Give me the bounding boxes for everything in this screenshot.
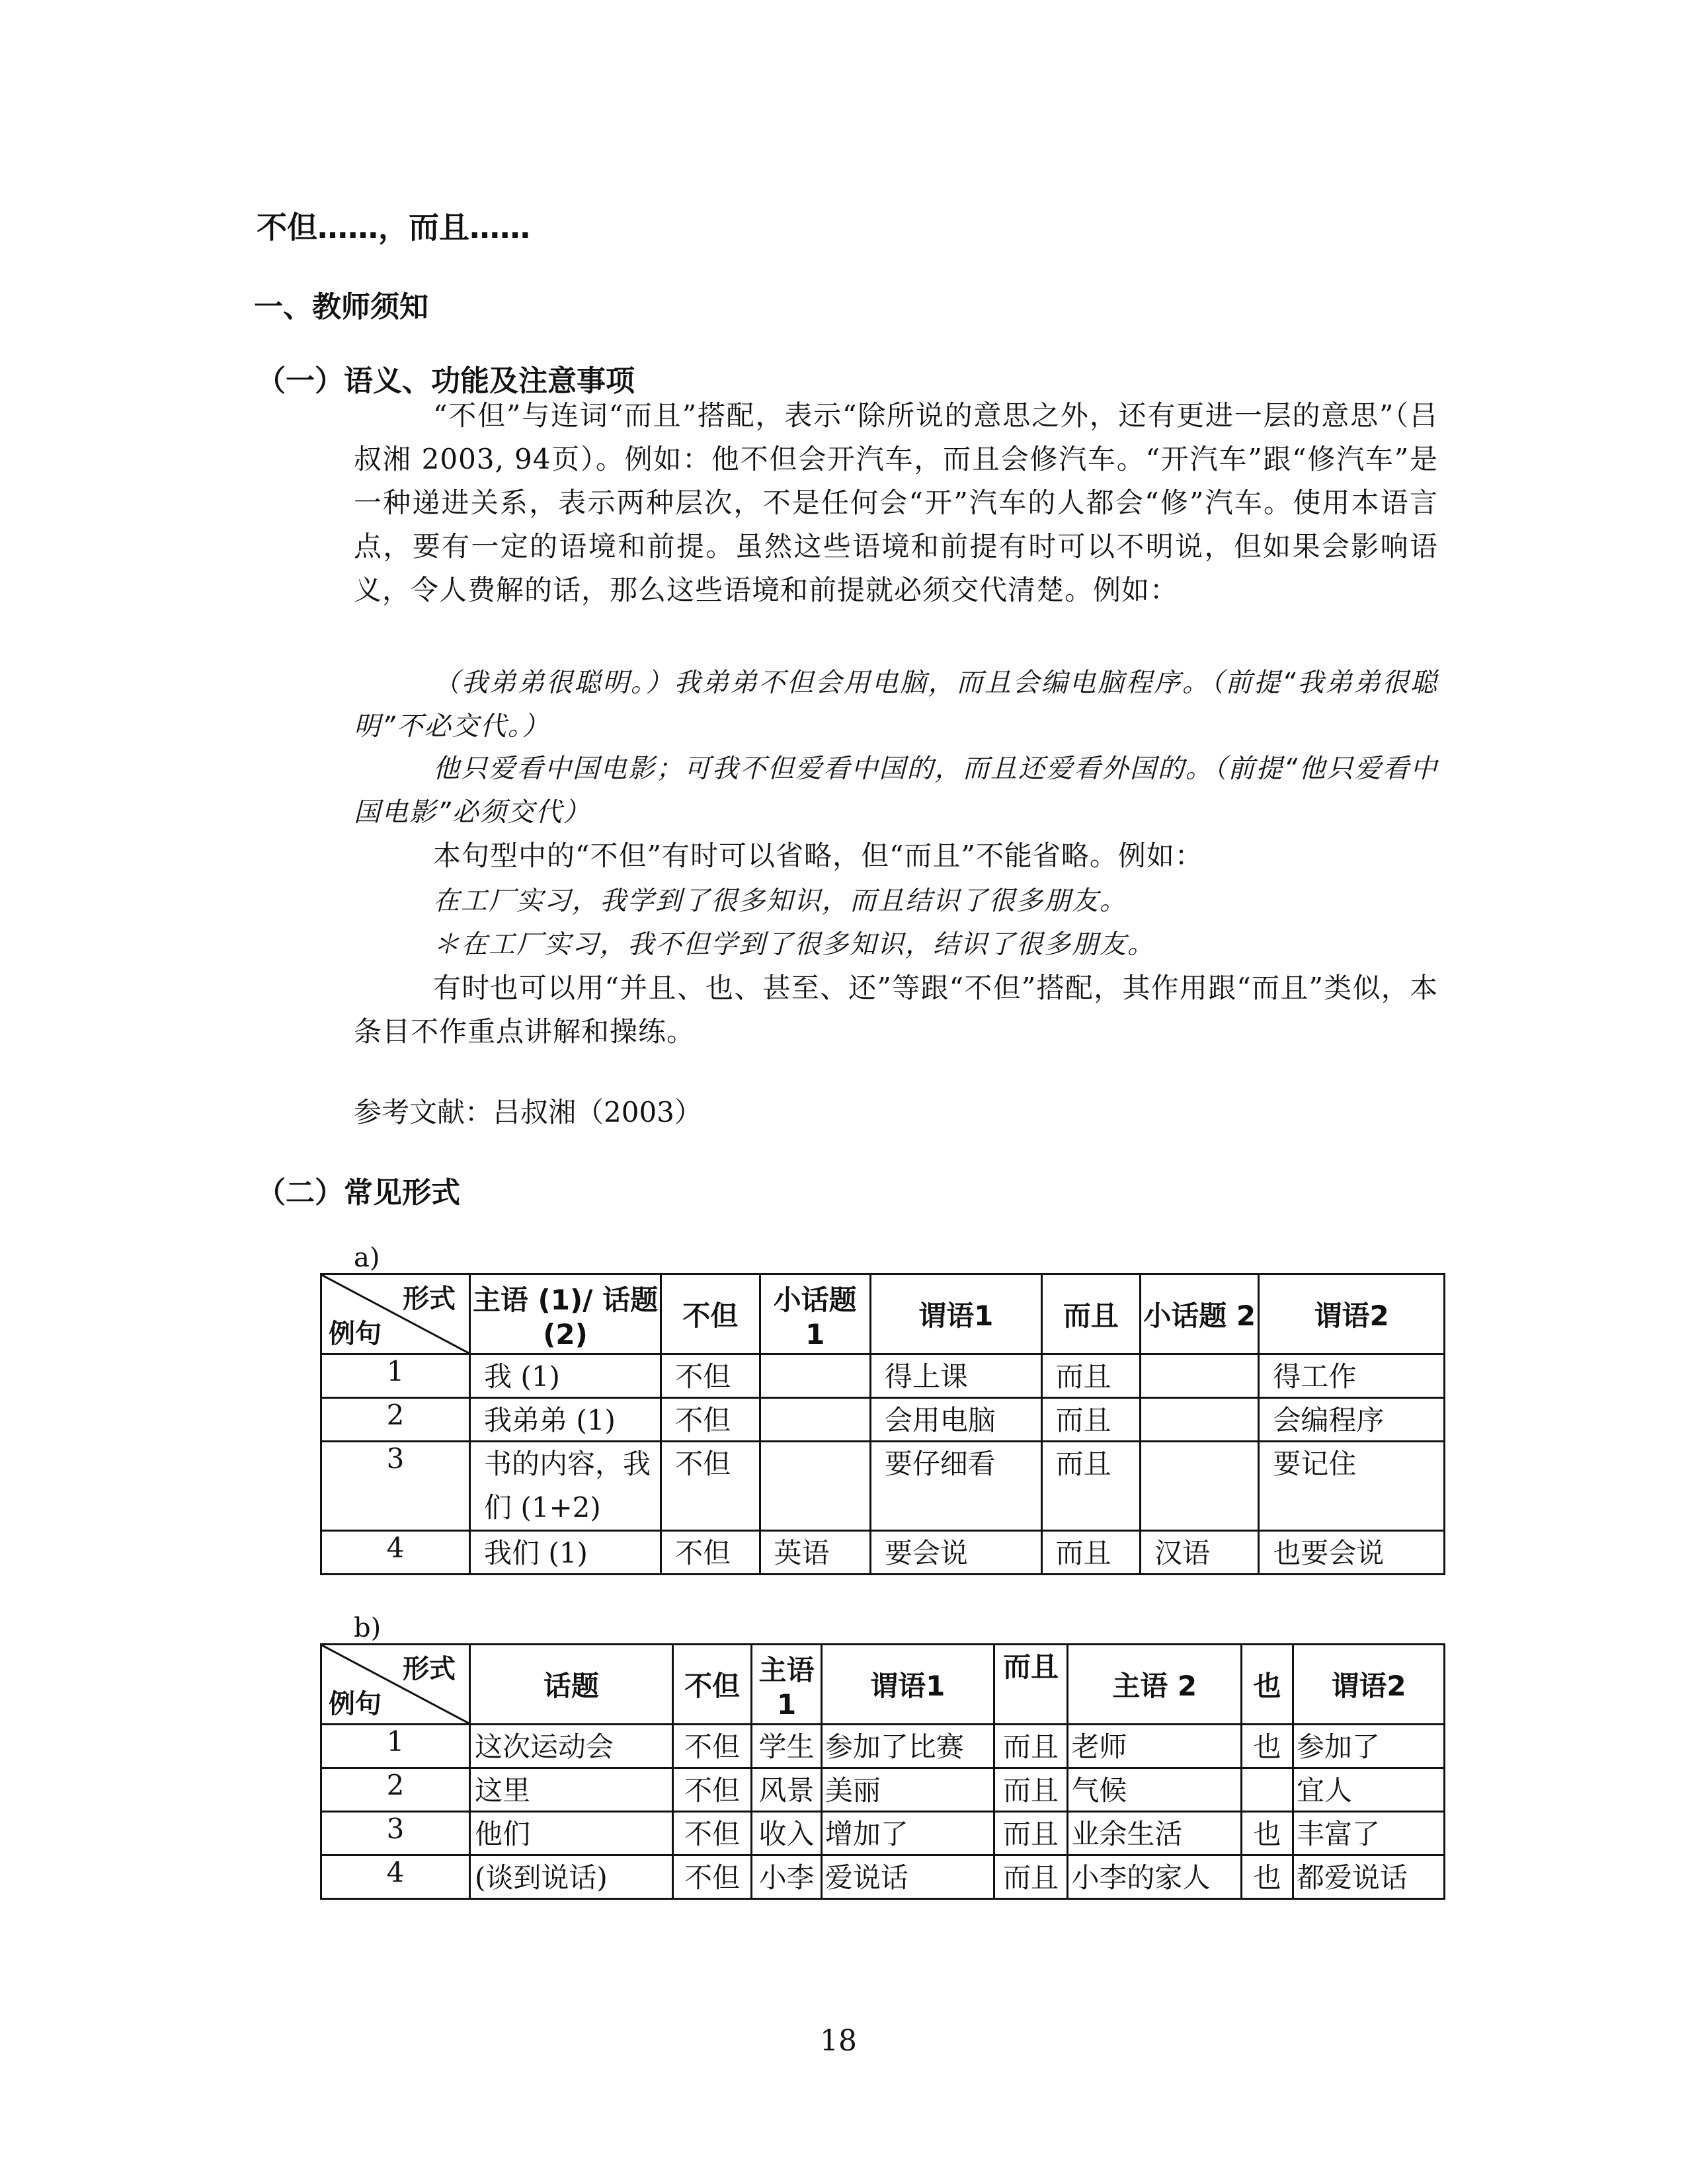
- table-cell: 气候: [1068, 1768, 1242, 1812]
- corner-label-example: 例句: [329, 1689, 382, 1719]
- table-row: [321, 1768, 1445, 1812]
- column-header: 主语 1: [752, 1645, 822, 1725]
- table-cell: 会用电脑: [870, 1398, 1041, 1442]
- table-cell: 不但: [672, 1812, 752, 1855]
- table-row: [321, 1354, 1445, 1398]
- table-cell: 而且: [994, 1812, 1068, 1855]
- table-cell: 不但: [672, 1768, 752, 1812]
- table-cell: 不但: [661, 1398, 760, 1442]
- table-header-row: [321, 1645, 1445, 1725]
- table-cell: (谈到说话): [470, 1855, 673, 1899]
- table-cell: 也: [1242, 1855, 1293, 1899]
- table-cell: 都爱说话: [1293, 1855, 1444, 1899]
- table-cell: 1: [321, 1354, 470, 1398]
- table-cell: 学生: [752, 1725, 822, 1768]
- table-cell: 也: [1242, 1725, 1293, 1768]
- corner-label-example: 例句: [329, 1319, 382, 1349]
- table-cell: 他们: [470, 1812, 673, 1855]
- subsection-heading-meaning: （一）语义、功能及注意事项: [257, 364, 635, 398]
- table-cell: 1: [321, 1725, 470, 1768]
- table-b-label: b): [354, 1613, 382, 1643]
- subsection-heading-forms: （二）常见形式: [257, 1176, 460, 1210]
- table-cell: 收入: [752, 1812, 822, 1855]
- table-cell: 小李: [752, 1855, 822, 1899]
- table-cell: 得工作: [1259, 1354, 1445, 1398]
- table-cell: 不但: [661, 1354, 760, 1398]
- table-cell: 不但: [672, 1725, 752, 1768]
- table-cell: 汉语: [1141, 1531, 1259, 1575]
- table-cell: 要会说: [870, 1531, 1041, 1575]
- column-header: 谓语1: [870, 1274, 1041, 1354]
- table-cell: 丰富了: [1293, 1812, 1444, 1855]
- table-cell: 老师: [1068, 1725, 1242, 1768]
- table-cell: 我 (1): [470, 1354, 661, 1398]
- table-cell: [760, 1398, 870, 1442]
- table-cell: 会编程序: [1259, 1398, 1445, 1442]
- table-cell: 英语: [760, 1531, 870, 1575]
- table-cell: 业余生活: [1068, 1812, 1242, 1855]
- table-row: [321, 1398, 1445, 1442]
- table-cell: 不但: [661, 1531, 760, 1575]
- table-cell: 要记住: [1259, 1442, 1445, 1531]
- table-cell: 4: [321, 1855, 470, 1899]
- table-cell: 而且: [994, 1725, 1068, 1768]
- table-cell: [760, 1354, 870, 1398]
- table-cell: 而且: [1041, 1354, 1140, 1398]
- table-cell: 美丽: [821, 1768, 994, 1812]
- table-cell: 2: [321, 1398, 470, 1442]
- column-header: 谓语2: [1259, 1274, 1445, 1354]
- table-cell: 不但: [661, 1442, 760, 1531]
- table-row: [321, 1725, 1445, 1768]
- table-cell: 我弟弟 (1): [470, 1398, 661, 1442]
- corner-label-form: 形式: [403, 1654, 456, 1684]
- column-header: 而且: [994, 1645, 1068, 1725]
- table-cell: 风景: [752, 1768, 822, 1812]
- table-header-row: [321, 1274, 1445, 1354]
- table-cell: 而且: [1041, 1531, 1140, 1575]
- table-cell: 这次运动会: [470, 1725, 673, 1768]
- table-cell: [760, 1442, 870, 1531]
- table-cell: 小李的家人: [1068, 1855, 1242, 1899]
- table-cell: 增加了: [821, 1812, 994, 1855]
- page-number: 18: [820, 2024, 857, 2058]
- table-cell: [1141, 1442, 1259, 1531]
- example-sentence-3: 在工厂实习，我学到了很多知识，而且结识了很多朋友。: [433, 886, 1127, 916]
- column-header: 话题: [470, 1645, 673, 1725]
- table-cell: 这里: [470, 1768, 673, 1812]
- example-sentence-1: （我弟弟很聪明。）我弟弟不但会用电脑，而且会编电脑程序。（前提“我弟弟很聪明”不必交代。）: [354, 668, 1438, 742]
- corner-cell: [321, 1645, 470, 1725]
- table-cell: [1141, 1354, 1259, 1398]
- table-row: [321, 1442, 1445, 1531]
- table-cell: 参加了: [1293, 1725, 1444, 1768]
- table-cell: 而且: [1041, 1398, 1140, 1442]
- table-cell: 4: [321, 1531, 470, 1575]
- table-cell: 不但: [672, 1855, 752, 1899]
- reference-line: 参考文献：吕叔湘（2003）: [354, 1096, 702, 1128]
- table-cell: 得上课: [870, 1354, 1041, 1398]
- column-header: 不但: [661, 1274, 760, 1354]
- example-sentence-4: ＊在工厂实习，我不但学到了很多知识，结识了很多朋友。: [433, 929, 1155, 960]
- column-header: 也: [1242, 1645, 1293, 1725]
- table-cell: 而且: [994, 1768, 1068, 1812]
- table-cell: 也要会说: [1259, 1531, 1445, 1575]
- column-header: 小话题 1: [760, 1274, 870, 1354]
- page-title: 不但……，而且……: [257, 210, 530, 245]
- table-cell: 书的内容，我们 (1+2): [470, 1442, 661, 1531]
- column-header: 不但: [672, 1645, 752, 1725]
- corner-label-form: 形式: [403, 1284, 456, 1314]
- table-cell: 而且: [994, 1855, 1068, 1899]
- column-header: 主语 (1)/ 话题 (2): [470, 1274, 661, 1354]
- pattern-table-b: [320, 1643, 1445, 1900]
- corner-cell: [321, 1274, 470, 1354]
- section-heading: 一、教师须知: [254, 290, 428, 324]
- example-sentence-2: 他只爱看中国电影；可我不但爱看中国的，而且还爱看外国的。（前提“他只爱看中国电影”必须交代）: [354, 754, 1438, 828]
- table-cell: 而且: [1041, 1442, 1140, 1531]
- column-header: 谓语1: [821, 1645, 994, 1725]
- column-header: 小话题 2: [1141, 1274, 1259, 1354]
- alternatives-paragraph: 有时也可以用“并且、也、甚至、还”等跟“不但”搭配，其作用跟“而且”类似，本条目不作重点讲解和操练。: [354, 972, 1438, 1048]
- table-cell: 爱说话: [821, 1855, 994, 1899]
- table-cell: 3: [321, 1442, 470, 1531]
- table-cell: 也: [1242, 1812, 1293, 1855]
- column-header: 主语 2: [1068, 1645, 1242, 1725]
- column-header: 而且: [1041, 1274, 1140, 1354]
- table-row: [321, 1855, 1445, 1899]
- table-cell: 要仔细看: [870, 1442, 1041, 1531]
- table-cell: 参加了比赛: [821, 1725, 994, 1768]
- intro-paragraph: “不但”与连词“而且”搭配，表示“除所说的意思之外，还有更进一层的意思”（吕叔湘 2003, 94页）。例如：他不但会开汽车，而且会修汽车。“开汽车”跟“修汽车”是一种递进关系，表示两种层次，不是任何会“开”汽车的人都会“修”汽车。使用本语言点，要有一定的语境和前提。虽然这些语境和前提有时可以不明说，但如果会影响语义，令人费解的话，那么这些语境和前提就必须交代清楚。例如：: [354, 399, 1438, 606]
- table-cell: 3: [321, 1812, 470, 1855]
- table-cell: 2: [321, 1768, 470, 1812]
- table-row: [321, 1531, 1445, 1575]
- table-cell: [1141, 1398, 1259, 1442]
- pattern-table-a: [320, 1273, 1445, 1575]
- column-header: 谓语2: [1293, 1645, 1444, 1725]
- table-cell: 宜人: [1293, 1768, 1444, 1812]
- table-row: [321, 1812, 1445, 1855]
- omission-paragraph: 本句型中的“不但”有时可以省略，但“而且”不能省略。例如：: [433, 839, 1203, 872]
- table-cell: [1242, 1768, 1293, 1812]
- table-a-label: a): [354, 1243, 380, 1273]
- table-cell: 我们 (1): [470, 1531, 661, 1575]
